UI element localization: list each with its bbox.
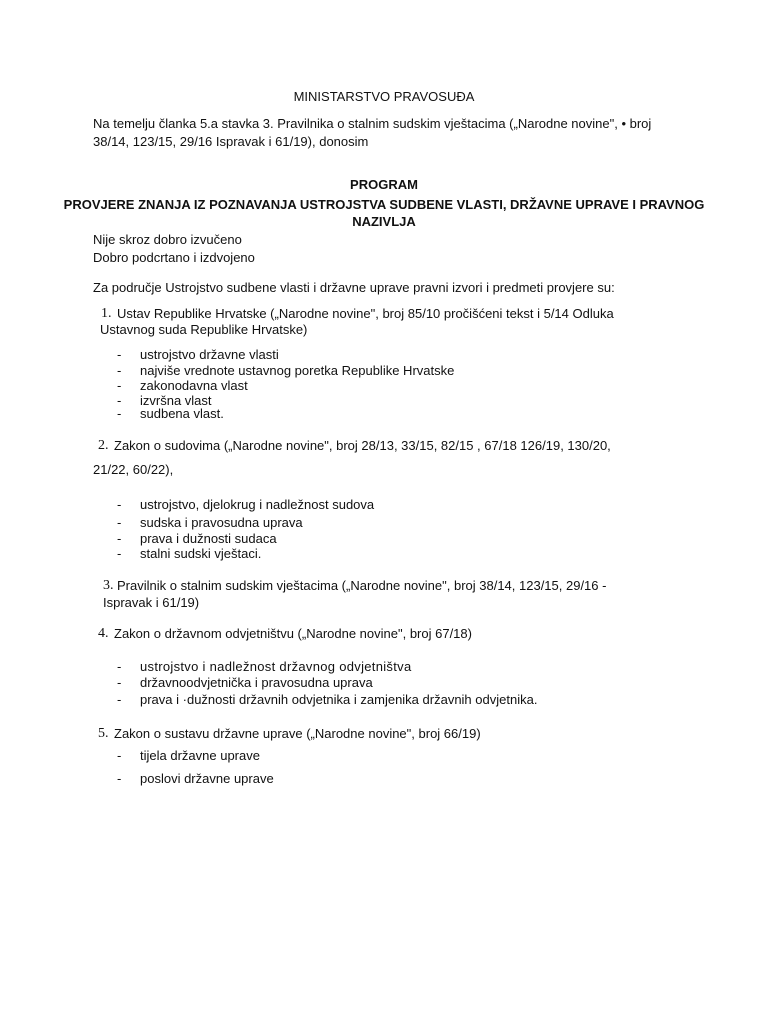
scope-text: Za područje Ustrojstvo sudbene vlasti i državne uprave pravni izvori i predmeti provjere su: (93, 280, 615, 295)
section-2-item-2: sudska i pravosudna uprava (140, 515, 303, 530)
section-1-title-line-2: Ustavnog suda Republike Hrvatske) (100, 322, 308, 337)
list-bullet: - (117, 692, 122, 707)
section-1-number: 1. (101, 306, 112, 321)
program-title: PROGRAM (350, 177, 418, 192)
section-4-number: 4. (98, 626, 109, 641)
section-2-item-3: prava i dužnosti sudaca (140, 531, 277, 546)
section-3-title-line-2: Ispravak i 61/19) (103, 595, 200, 610)
list-bullet: - (117, 406, 122, 421)
section-1-item-1: ustrojstvo državne vlasti (140, 347, 279, 362)
list-bullet: - (117, 363, 122, 378)
section-5-title-line-1: Zakon o sustavu državne uprave („Narodne novine", broj 66/19) (114, 726, 481, 741)
intro-line-2: 38/14, 123/15, 29/16 Ispravak i 61/19), donosim (93, 134, 369, 149)
note-line-2: Dobro podcrtano i izdvojeno (93, 250, 255, 265)
section-5-item-1: tijela državne uprave (140, 748, 260, 763)
section-2-item-4: stalni sudski vještaci. (140, 546, 262, 561)
section-4-title-line-1: Zakon o državnom odvjetništvu („Narodne novine", broj 67/18) (114, 626, 472, 641)
section-5-item-2: poslovi državne uprave (140, 771, 274, 786)
list-bullet: - (117, 659, 122, 674)
note-line-1: Nije skroz dobro izvučeno (93, 232, 242, 247)
list-bullet: - (117, 378, 122, 393)
section-2-title-line-2: 21/22, 60/22), (93, 462, 174, 477)
section-5-number: 5. (98, 726, 109, 741)
intro-line-1: Na temelju članka 5.a stavka 3. Pravilnika o stalnim sudskim vještacima („Narodne novine", • broj (93, 116, 652, 131)
program-subtitle-line-2: NAZIVLJA (352, 214, 416, 229)
section-1-title-line-1: Ustav Republike Hrvatske („Narodne novine", broj 85/10 pročišćeni tekst i 5/14 Odluka (117, 306, 614, 321)
section-1-item-5: sudbena vlast. (140, 406, 224, 421)
section-2-number: 2. (98, 438, 109, 453)
section-4-item-2: državnoodvjetnička i pravosudna uprava (140, 675, 373, 690)
ministry-heading: MINISTARSTVO PRAVOSUĐA (293, 89, 475, 104)
list-bullet: - (117, 515, 122, 530)
section-2-title-line-1: Zakon o sudovima („Narodne novine", broj 28/13, 33/15, 82/15 , 67/18 126/19, 130/20, (114, 438, 611, 453)
section-3-title-line-1: Pravilnik o stalnim sudskim vještacima („Narodne novine", broj 38/14, 123/15, 29/16 - (117, 578, 607, 593)
list-bullet: - (117, 347, 122, 362)
section-1-item-4: izvršna vlast (140, 393, 212, 408)
section-2-item-1: ustrojstvo, djelokrug i nadležnost sudova (140, 497, 375, 512)
section-1-item-2: najviše vrednote ustavnog poretka Republike Hrvatske (140, 363, 455, 378)
list-bullet: - (117, 675, 122, 690)
list-bullet: - (117, 393, 122, 408)
list-bullet: - (117, 531, 122, 546)
section-3-number: 3. (103, 578, 114, 593)
list-bullet: - (117, 748, 122, 763)
program-subtitle-line-1: PROVJERE ZNANJA IZ POZNAVANJA USTROJSTVA SUDBENE VLASTI, DRŽAVNE UPRAVE I PRAVNOG (63, 197, 705, 212)
list-bullet: - (117, 497, 122, 512)
list-bullet: - (117, 771, 122, 786)
section-4-item-1: ustrojstvo i nadležnost državnog odvjetništva (140, 659, 412, 674)
section-1-item-3: zakonodavna vlast (140, 378, 248, 393)
section-4-item-3: prava i ·dužnosti državnih odvjetnika i zamjenika državnih odvjetnika. (140, 692, 538, 707)
list-bullet: - (117, 546, 122, 561)
